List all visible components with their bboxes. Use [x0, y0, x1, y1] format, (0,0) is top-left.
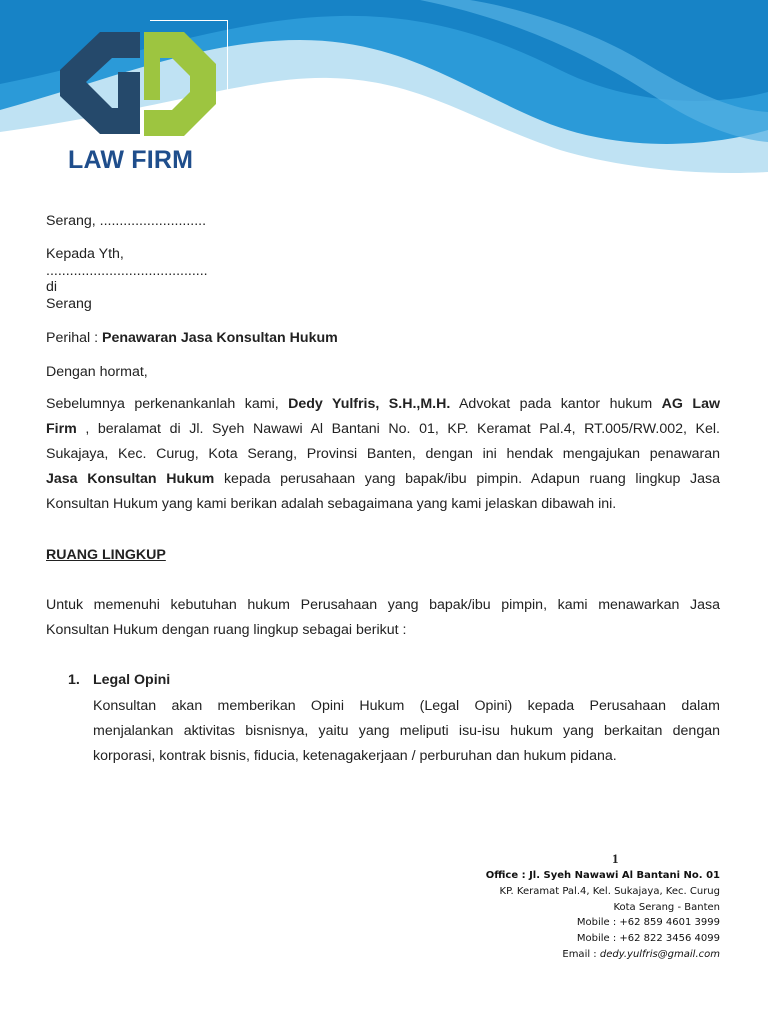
- firm-name: LAW FIRM: [68, 146, 194, 174]
- footer-mobile-2: Mobile : +62 822 3456 4099: [576, 933, 720, 945]
- intro-row: Firm , beralamat di Jl. Syeh Nawawi Al Bantani No. 01, KP. Keramat Pal.4, RT.005/RW.002, Kel.: [46, 421, 720, 437]
- greeting: Dengan hormat,: [46, 364, 148, 380]
- intro-row: Konsultan Hukum yang kami berikan adalah sebagaimana yang kami jelaskan dibawah ini.: [46, 496, 617, 512]
- item-row: korporasi, kontrak bisnis, fiducia, ketenagakerjaan / perburuhan dan hukum pidana.: [93, 748, 617, 764]
- place-date: Serang, ...........................: [46, 213, 207, 229]
- recipient-label: Kepada Yth,: [46, 246, 124, 262]
- footer-email[interactable]: dedy.yulfris@gmail.com: [599, 948, 720, 960]
- intro-paragraph: [46, 392, 720, 517]
- scope-intro-paragraph: [46, 593, 720, 643]
- intro-row: Sukajaya, Kec. Curug, Kota Serang, Provinsi Banten, dengan ini hendak mengajukan penawaran: [46, 446, 720, 462]
- footer-contact: [486, 868, 720, 963]
- firm-ref: AG Law: [661, 396, 720, 412]
- item-body: [93, 694, 720, 769]
- footer-address: KP. Keramat Pal.4, Kel. Sukajaya, Kec. Curug: [499, 885, 720, 897]
- section-title: RUANG LINGKUP: [46, 547, 166, 563]
- footer-city: Kota Serang - Banten: [613, 901, 720, 913]
- item-row: menjalankan aktivitas bisnisnya, yaitu yang meliputi isu-isu hukum yang berkaitan dengan: [93, 723, 720, 739]
- item-title: Legal Opini: [93, 672, 171, 688]
- item-number: 1.: [68, 672, 80, 688]
- footer-office: Office : Jl. Syeh Nawawi Al Bantani No. 01: [485, 870, 720, 881]
- subject-line: [46, 329, 338, 347]
- logo-frame-line: [150, 20, 228, 21]
- recipient-di: di: [46, 279, 58, 295]
- intro-row: Jasa Konsultan Hukum kepada perusahaan yang bapak/ibu pimpin. Adapun ruang lingkup Jasa: [46, 471, 721, 487]
- service-name: Jasa Konsultan Hukum: [46, 471, 215, 487]
- law-firm-logo: [56, 28, 224, 148]
- logo-frame-line: [227, 20, 228, 146]
- item-row: Konsultan akan memberikan Opini Hukum (Legal Opini) kepada Perusahaan dalam: [93, 698, 720, 714]
- footer-email-line: Email : dedy.yulfris@gmail.com: [562, 948, 720, 960]
- footer-mobile-1: Mobile : +62 859 4601 3999: [576, 917, 720, 929]
- recipient-name: .........................................: [46, 263, 208, 279]
- lawyer-name: Dedy Yulfris, S.H.,M.H.: [288, 396, 451, 412]
- subject-label: Perihal :: [46, 330, 102, 346]
- page-number: 1: [612, 851, 619, 866]
- subject-text: Penawaran Jasa Konsultan Hukum: [102, 330, 338, 346]
- recipient-city: Serang: [46, 296, 92, 312]
- intro-row: Sebelumnya perkenankanlah kami, Dedy Yulfris, S.H.,M.H. Advokat pada kantor hukum AG Law: [46, 396, 720, 412]
- scope-row: Untuk memenuhi kebutuhan hukum Perusahaan yang bapak/ibu pimpin, kami menawarkan Jasa: [46, 597, 720, 613]
- scope-row: Konsultan Hukum dengan ruang lingkup sebagai berikut :: [46, 622, 407, 638]
